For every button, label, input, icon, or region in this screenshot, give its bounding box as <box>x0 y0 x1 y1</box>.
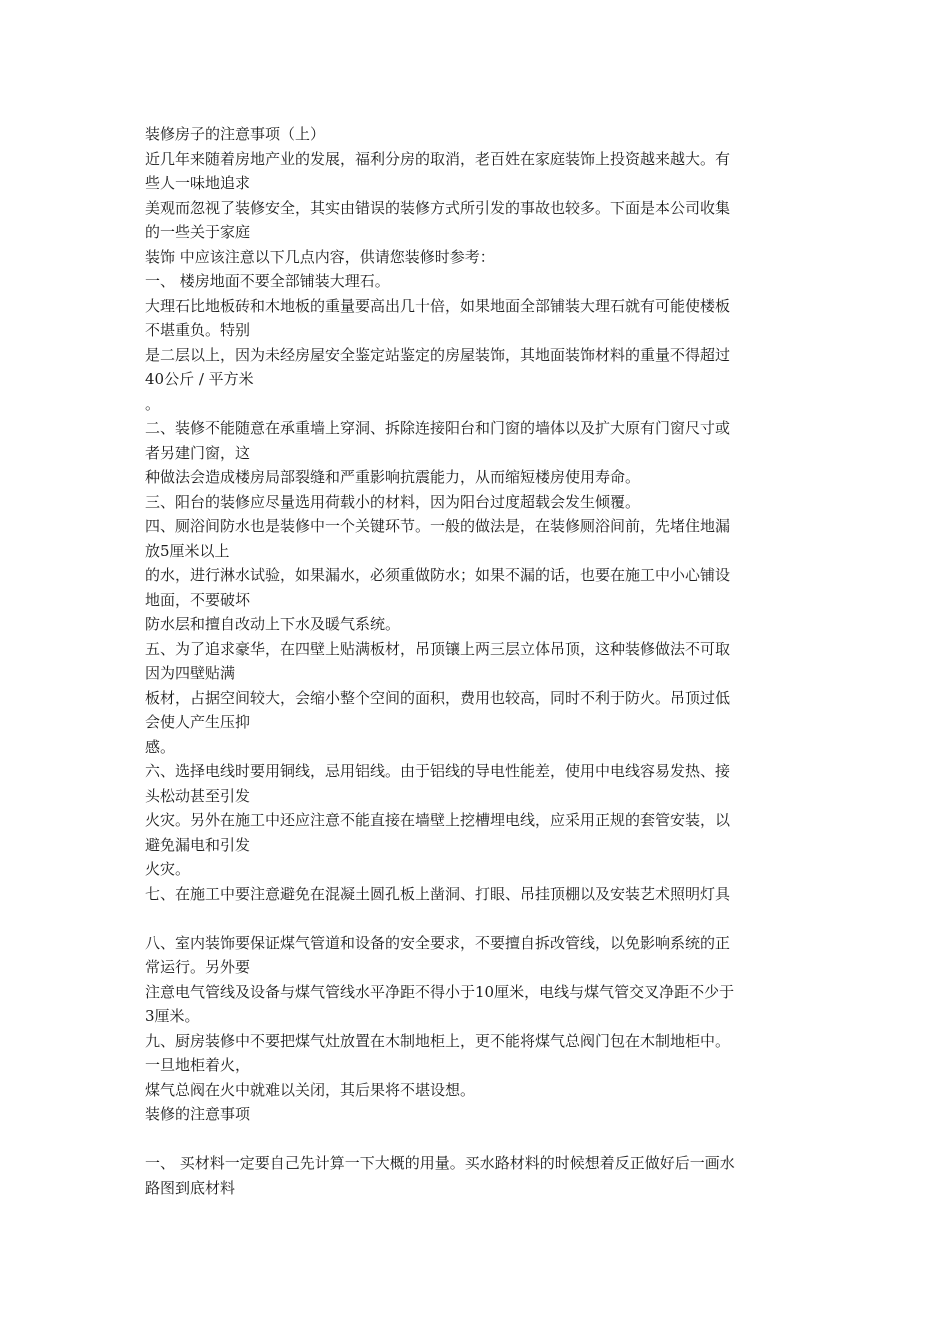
text-line: 会使人产生压抑 <box>145 713 251 731</box>
document-title: 装修房子的注意事项（上） <box>145 125 326 143</box>
item-heading: 五、为了追求豪华，在四壁上贴满板材，吊顶镶上两三层立体吊顶，这种装修做法不可取 <box>145 639 731 658</box>
text-line: 防水层和擅自改动上下水及暖气系统。 <box>145 615 401 633</box>
text-line: 美观而忽视了装修安全，其实由错误的装修方式所引发的事故也较多。下面是本公司收集 <box>145 198 731 217</box>
text-line: 的一些关于家庭 <box>145 223 251 241</box>
text-line: 大理石比地板砖和木地板的重量要高出几十倍，如果地面全部铺装大理石就有可能使楼板 <box>145 296 731 315</box>
text-line: 。 <box>145 394 161 413</box>
text-line: 煤气总阀在火中就难以关闭，其后果将不堪设想。 <box>145 1080 476 1099</box>
text-line: 放5厘米以上 <box>145 541 230 560</box>
text-line: 者另建门窗，这 <box>145 443 251 462</box>
text-line: 火灾。 <box>145 860 191 878</box>
text-line: 40公斤 / 平方米 <box>145 370 254 388</box>
text-line: 注意电气管线及设备与煤气管线水平净距不得小于10厘米，电线与煤气管交叉净距不少于 <box>145 982 735 1001</box>
item-heading: 六、选择电线时要用铜线，忌用铝线。由于铝线的导电性能差，使用中电线容易发热、接 <box>145 762 731 780</box>
blank-line <box>145 1127 810 1152</box>
text-line: 3厘米。 <box>145 1007 200 1025</box>
item-heading: 九、厨房装修中不要把煤气灶放置在木制地柜上，更不能将煤气总阀门包在木制地柜中。 <box>145 1031 731 1050</box>
item-heading: 一、 买材料一定要自己先计算一下大概的用量。买水路材料的时候想着反正做好后一画水 <box>145 1154 735 1172</box>
text-line: 近几年来随着房地产业的发展，福利分房的取消，老百姓在家庭装饰上投资越来越大。有 <box>145 149 731 168</box>
item-heading: 一、 楼房地面不要全部铺装大理石。 <box>145 272 390 290</box>
text-line: 些人一味地追求 <box>145 174 251 192</box>
text-line: 装饰 中应该注意以下几点内容，供请您装修时参考： <box>145 247 495 266</box>
text-line: 一旦地柜着火， <box>145 1056 251 1074</box>
document-body <box>145 122 810 1200</box>
text-line: 地面，不要破坏 <box>145 590 251 609</box>
item-heading: 二、装修不能随意在承重墙上穿洞、拆除连接阳台和门窗的墙体以及扩大原有门窗尺寸或 <box>145 419 731 437</box>
text-line: 不堪重负。特别 <box>145 321 251 339</box>
item-heading: 七、在施工中要注意避免在混凝土圆孔板上凿洞、打眼、吊挂顶棚以及安装艺术照明灯具 <box>145 884 731 903</box>
blank-line <box>145 906 810 931</box>
item-heading: 三、阳台的装修应尽量选用荷载小的材料，因为阳台过度超载会发生倾覆。 <box>145 492 641 511</box>
text-line: 路图到底材料 <box>145 1178 236 1197</box>
text-line: 种做法会造成楼房局部裂缝和严重影响抗震能力，从而缩短楼房使用寿命。 <box>145 468 641 486</box>
text-line: 板材，占据空间较大，会缩小整个空间的面积，费用也较高，同时不利于防火。吊顶过低 <box>145 688 731 707</box>
text-line: 感。 <box>145 737 176 756</box>
section-title: 装修的注意事项 <box>145 1105 251 1123</box>
text-line: 常运行。另外要 <box>145 958 251 976</box>
text-line: 因为四壁贴满 <box>145 664 236 682</box>
item-heading: 四、厕浴间防水也是装修中一个关键环节。一般的做法是，在装修厕浴间前，先堵住地漏 <box>145 517 731 535</box>
item-heading: 八、室内装饰要保证煤气管道和设备的安全要求，不要擅自拆改管线，以免影响系统的正 <box>145 933 731 952</box>
text-line: 避免漏电和引发 <box>145 835 251 854</box>
text-line: 是二层以上，因为未经房屋安全鉴定站鉴定的房屋装饰，其地面装饰材料的重量不得超过 <box>145 345 731 364</box>
text-line: 的水，进行淋水试验，如果漏水，必须重做防水；如果不漏的话，也要在施工中小心铺设 <box>145 566 731 584</box>
text-line: 头松动甚至引发 <box>145 786 251 805</box>
text-line: 火灾。另外在施工中还应注意不能直接在墙壁上挖槽埋电线，应采用正规的套管安装，以 <box>145 811 731 829</box>
